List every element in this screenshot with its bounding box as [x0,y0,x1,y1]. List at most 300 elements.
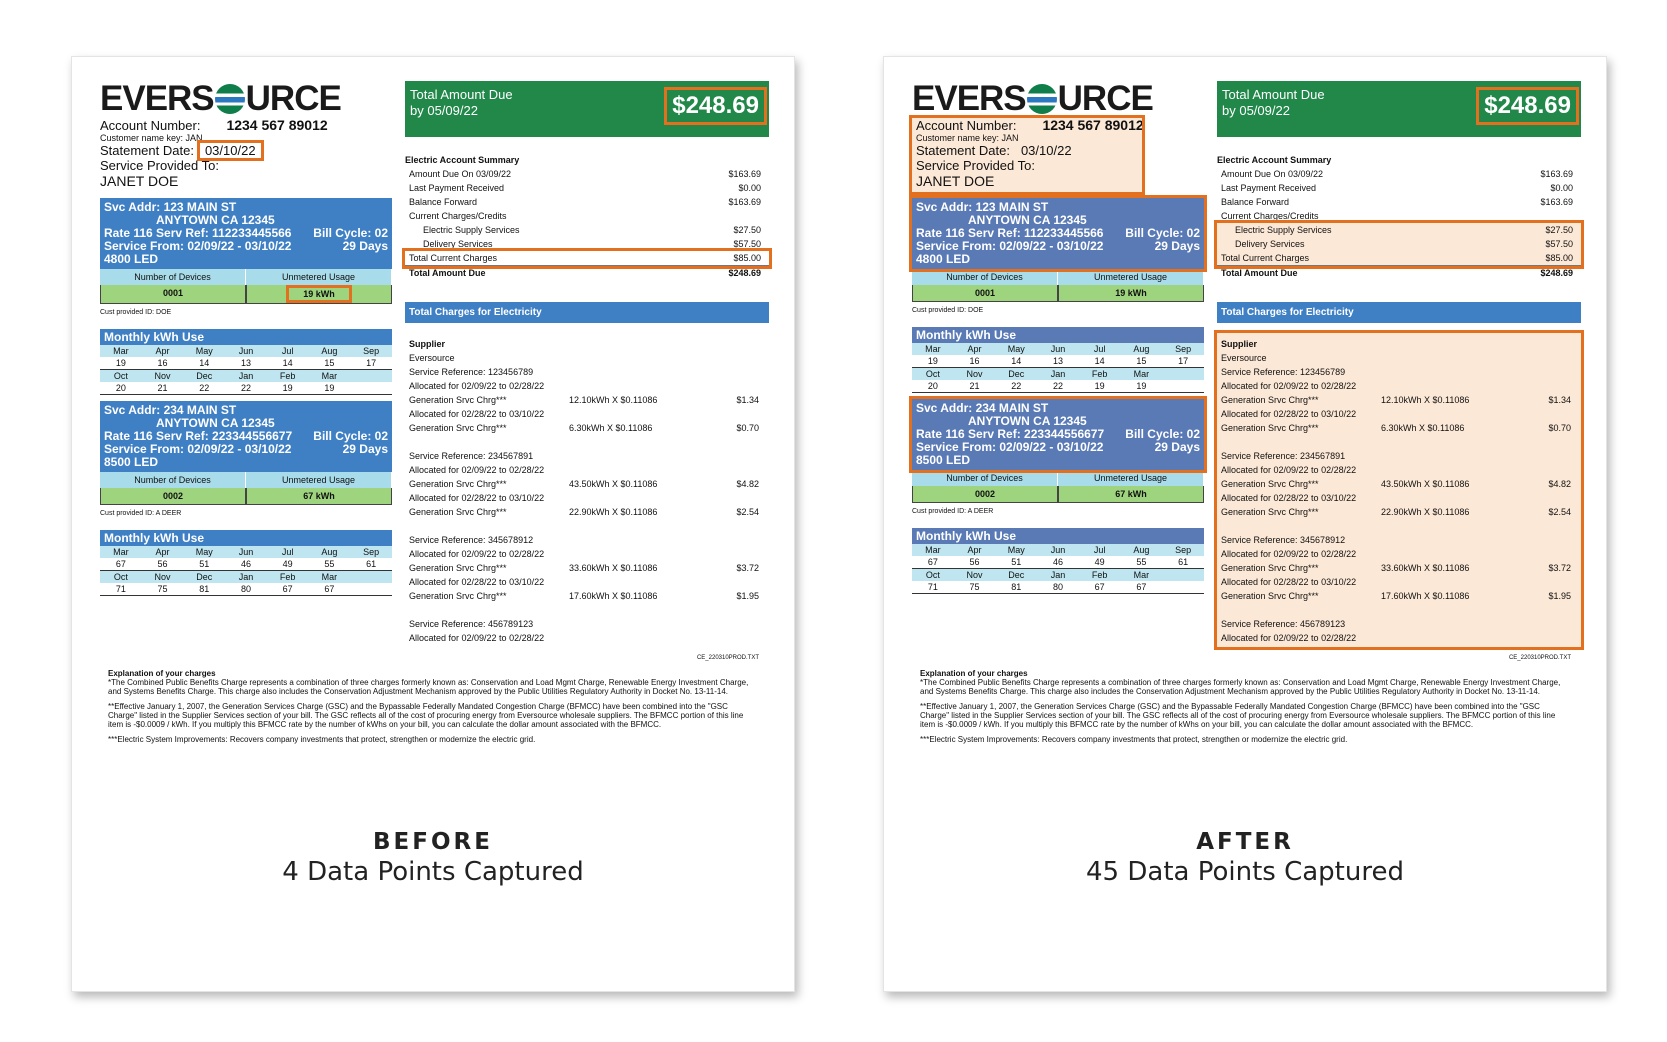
monthly-kwh [100,530,392,596]
spacer [1221,519,1577,533]
supplier-row [1221,491,1577,505]
kwh-cell: 22 [995,380,1037,393]
summary-row [405,251,769,266]
kwh-cell: 21 [954,380,996,393]
supplier-amount [689,337,765,351]
supplier-section [1217,333,1581,647]
kwh-row [100,382,392,395]
supplier-desc: Generation Srvc Chrg*** [1221,395,1319,405]
svc-address: Svc Addr: 123 MAIN ST [104,200,237,214]
kwh-cell: Jan [1037,368,1079,381]
service-provided-to: Service Provided To: [100,158,219,173]
supplier-calc [569,351,689,365]
summary-title: Electric Account Summary [405,155,520,165]
kwh-cell: Dec [183,370,225,383]
supplier-row [1221,547,1577,561]
supplier-desc: Generation Srvc Chrg*** [1221,423,1319,433]
supplier-amount [1501,337,1577,351]
kwh-cell: 75 [954,581,996,594]
kwh-cell: 19 [1121,380,1163,393]
supplier-calc [1381,365,1501,379]
supplier-desc: Service Reference: 123456789 [1221,367,1346,377]
supplier-row [409,421,765,435]
supplier-calc [1381,379,1501,393]
service-address-box [912,198,1204,269]
supplier-calc: 43.50kWh X $0.11086 [569,479,658,489]
supplier-calc [1381,533,1501,547]
kwh-row [912,368,1204,381]
supplier-calc [569,365,689,379]
svc-led-row [916,454,1200,467]
kwh-cell: 46 [1037,556,1079,569]
kwh-cell: Mar [309,370,351,383]
kwh-cell: 67 [267,583,309,596]
explanation-title: Explanation of your charges [108,669,216,678]
total-due-date: by 05/09/22 [1222,103,1290,118]
supplier-calc: 33.60kWh X $0.11086 [1381,563,1470,573]
cust-provided-id: Cust provided ID: DOE [100,309,172,316]
left-column [100,81,392,596]
supplier-row [1221,505,1577,519]
explanation-paragraph: **Effective January 1, 2007, the Generation Services Charge (GSC) and the Bypassable Federally Mandated Congestion Charge (BFMCC) have been combined into the "GSC Charge" listed in the Supplier Services section of your bill. The GSC reflects all of the cost of procuring energy from Eversource wholesale suppliers. The BFMCC portion of this line item is -$0.0009 / kWh. If you multiply this BFMCC rate by the number of kWhs on your bill, you can calculate the dollar amount associated with the BFMCC. [920,702,1556,729]
kwh-cell: Oct [100,571,142,584]
monthly-kwh-title: Monthly kWh Use [100,329,392,345]
logo-globe-icon [1027,84,1057,114]
summary-label: Delivery Services [423,239,493,249]
supplier-desc: Generation Srvc Chrg*** [1221,479,1319,489]
explanation-paragraph: **Effective January 1, 2007, the Generation Services Charge (GSC) and the Bypassable Federally Mandated Congestion Charge (BFMCC) have been combined into the "GSC Charge" listed in the Supplier Services section of your bill. The GSC reflects all of the cost of procuring energy from Eversource wholesale suppliers. The BFMCC portion of this line item is -$0.0009 / kWh. If you multiply this BFMCC rate by the number of kWhs on your bill, you can calculate the dollar amount associated with the BFMCC. [108,702,744,729]
svc-from: Service From: 02/09/22 - 03/10/22 [104,239,292,253]
summary-row [405,209,769,223]
explanation [920,669,1570,750]
supplier-row [1221,533,1577,547]
kwh-cell: Jul [267,345,309,357]
kwh-cell: 14 [995,355,1037,368]
service-address-box [100,198,392,269]
supplier-calc [1381,351,1501,365]
kwh-cell: Aug [1121,343,1163,355]
kwh-cell [1162,368,1204,381]
kwh-cell: Nov [954,368,996,381]
kwh-cell: 81 [995,581,1037,594]
supplier-row [409,575,765,589]
kwh-cell: 16 [954,355,996,368]
supplier-desc: Service Reference: 123456789 [409,367,534,377]
summary-row [1217,266,1581,280]
supplier-row [409,351,765,365]
kwh-cell: 20 [100,382,142,395]
kwh-cell: Apr [142,546,184,558]
charges-title-bar: Total Charges for Electricity [405,302,769,323]
right-column [405,81,769,661]
kwh-cell: Mar [1121,569,1163,582]
supplier-calc: 17.60kWh X $0.11086 [569,591,658,601]
kwh-cell: 61 [350,558,392,571]
supplier-amount [689,575,765,589]
kwh-cell: 67 [1121,581,1163,594]
summary-label: Total Current Charges [1221,253,1310,263]
explanation-paragraph: ***Electric System Improvements: Recovers company investments that protect, strengthen or modernize the electric grid. [108,735,536,744]
usage-header: Unmetered Usage [1058,470,1204,486]
supplier-desc: Allocated for 02/28/22 to 03/10/22 [409,577,545,587]
supplier-amount [689,407,765,421]
total-due-date: by 05/09/22 [410,103,478,118]
svc-city: ANYTOWN CA 12345 [156,416,275,430]
supplier-amount: $3.72 [1548,563,1571,573]
supplier-desc: Supplier [409,339,446,349]
supplier-row [1221,421,1577,435]
supplier-amount [1501,575,1577,589]
supplier-calc [1381,337,1501,351]
usage-value: 67 kWh [1115,489,1147,499]
kwh-cell: 19 [912,355,954,368]
summary-value: $248.69 [1540,268,1573,278]
kwh-cell: 15 [309,357,351,370]
supplier-amount: $3.72 [736,563,759,573]
total-due-box [405,81,769,137]
supplier-amount [1501,463,1577,477]
kwh-row [100,583,392,596]
svc-led-row [916,253,1200,266]
summary-label: Electric Supply Services [423,225,520,235]
usage-header: Unmetered Usage [1058,269,1204,285]
kwh-cell: Jul [1079,343,1121,355]
kwh-cell: 67 [1079,581,1121,594]
kwh-cell: 13 [225,357,267,370]
svc-rate: Rate 116 Serv Ref: 223344556677 [916,427,1105,441]
supplier-row [409,505,765,519]
kwh-cell: Sep [1162,343,1204,355]
statement-date-label: Statement Date: [916,143,1010,158]
kwh-cell: Sep [350,546,392,558]
supplier-row [1221,477,1577,491]
account-label: Account Number: [916,118,1017,133]
supplier-row [409,337,765,351]
summary-value: $163.69 [728,169,761,179]
summary-label: Amount Due On 03/09/22 [409,169,512,179]
supplier-row [409,463,765,477]
supplier-desc: Service Reference: 234567891 [409,451,534,461]
svc-city: ANYTOWN CA 12345 [968,213,1087,227]
summary-row [1217,181,1581,195]
summary-row [405,223,769,237]
supplier-desc: Service Reference: 345678912 [1221,535,1346,545]
supplier-calc: 22.90kWh X $0.11086 [569,507,658,517]
kwh-cell: 19 [309,382,351,395]
supplier-desc: Eversource [409,353,455,363]
supplier-row [409,631,765,645]
kwh-row [100,558,392,571]
supplier-calc [1381,575,1501,589]
usage-value: 67 kWh [303,491,335,501]
kwh-cell: Dec [183,571,225,584]
supplier-calc [569,379,689,393]
bill-page-after [883,56,1607,992]
summary-row [405,266,769,280]
supplier-section [405,333,769,647]
kwh-cell: Oct [912,569,954,582]
account-info [100,118,330,192]
svc-days: 29 Days [342,442,388,456]
kwh-cell: 56 [142,558,184,571]
cust-provided-id: Cust provided ID: DOE [912,307,984,314]
supplier-amount [1501,491,1577,505]
supplier-calc [569,547,689,561]
devices-header: Number of Devices [100,269,246,285]
kwh-cell [350,370,392,383]
supplier-desc: Supplier [1221,339,1258,349]
kwh-cell: 56 [954,556,996,569]
supplier-calc: 22.90kWh X $0.11086 [1381,507,1470,517]
kwh-cell: Dec [995,569,1037,582]
supplier-row [1221,589,1577,603]
usage-cell [246,285,392,304]
kwh-cell: Oct [912,368,954,381]
supplier-calc: 43.50kWh X $0.11086 [1381,479,1470,489]
kwh-row [912,556,1204,569]
summary-value: $0.00 [738,183,761,193]
supplier-desc: Allocated for 02/09/22 to 02/28/22 [1221,633,1357,643]
kwh-cell: Aug [309,546,351,558]
supplier-calc [569,491,689,505]
kwh-cell: 13 [1037,355,1079,368]
caption-after [884,829,1606,887]
kwh-row [912,544,1204,556]
supplier-row [409,407,765,421]
kwh-cell: Jan [225,370,267,383]
monthly-kwh [912,528,1204,594]
supplier-desc: Allocated for 02/28/22 to 03/10/22 [409,493,545,503]
kwh-cell: 14 [267,357,309,370]
explanation-title: Explanation of your charges [920,669,1028,678]
caption-title: BEFORE [373,829,493,855]
kwh-row [912,581,1204,594]
statement-date: 03/10/22 [1020,143,1072,158]
supplier-row [1221,449,1577,463]
kwh-row [912,569,1204,582]
kwh-cell: Nov [142,571,184,584]
summary-value: $0.00 [1550,183,1573,193]
monthly-kwh-title: Monthly kWh Use [912,327,1204,343]
summary-label: Electric Supply Services [1235,225,1332,235]
supplier-desc: Service Reference: 456789123 [1221,619,1346,629]
kwh-cell: 80 [1037,581,1079,594]
kwh-cell: Feb [1079,368,1121,381]
kwh-cell: Feb [267,370,309,383]
kwh-cell: 55 [1121,556,1163,569]
kwh-cell: 14 [183,357,225,370]
cust-provided-id: Cust provided ID: A DEER [912,508,994,515]
service-block-1 [100,198,392,395]
supplier-calc [1381,463,1501,477]
supplier-calc [1381,407,1501,421]
monthly-kwh-table [912,544,1204,594]
monthly-kwh-title: Monthly kWh Use [912,528,1204,544]
kwh-cell: Apr [142,345,184,357]
supplier-desc: Generation Srvc Chrg*** [409,395,507,405]
svc-days: 29 Days [342,239,388,253]
kwh-cell [350,583,392,596]
account-summary [405,155,769,280]
kwh-cell: Apr [954,343,996,355]
monthly-kwh-table [100,546,392,596]
spacer [409,603,765,617]
supplier-calc: 6.30kWh X $0.11086 [1381,423,1465,433]
supplier-desc: Allocated for 02/09/22 to 02/28/22 [409,633,545,643]
device-usage-grid [100,269,392,304]
kwh-row [912,380,1204,393]
kwh-cell: 49 [1079,556,1121,569]
supplier-row [1221,561,1577,575]
kwh-cell: 22 [225,382,267,395]
kwh-cell: 22 [1037,380,1079,393]
supplier-amount: $4.82 [1548,479,1571,489]
kwh-cell: 71 [100,583,142,596]
kwh-cell: Jun [225,345,267,357]
kwh-cell: 19 [100,357,142,370]
kwh-cell: May [995,343,1037,355]
supplier-amount [1501,449,1577,463]
svc-bill-cycle: Bill Cycle: 02 [1125,427,1200,441]
svc-address: Svc Addr: 234 MAIN ST [916,401,1049,415]
service-block-1 [912,198,1204,393]
supplier-amount: $1.34 [736,395,759,405]
supplier-desc: Generation Srvc Chrg*** [409,423,507,433]
supplier-desc: Allocated for 02/09/22 to 02/28/22 [409,465,545,475]
spacer [1221,435,1577,449]
summary-row [1217,209,1581,223]
summary-value: $57.50 [1545,239,1573,249]
cust-provided-id: Cust provided ID: A DEER [100,510,182,517]
kwh-cell [1162,380,1204,393]
kwh-row [100,370,392,383]
account-number: 1234 567 89012 [1042,117,1144,133]
kwh-cell: Jun [1037,343,1079,355]
customer-name: JANET DOE [916,173,995,189]
usage-cell [246,488,392,505]
supplier-calc [569,407,689,421]
supplier-desc: Allocated for 02/28/22 to 03/10/22 [409,409,545,419]
supplier-row [1221,351,1577,365]
kwh-cell: Nov [954,569,996,582]
supplier-amount [689,547,765,561]
device-usage-grid [912,470,1204,503]
kwh-cell [350,382,392,395]
summary-value: $27.50 [1545,225,1573,235]
supplier-desc: Service Reference: 234567891 [1221,451,1346,461]
kwh-cell: 67 [100,558,142,571]
supplier-amount [689,491,765,505]
supplier-row [1221,407,1577,421]
supplier-row [409,379,765,393]
supplier-amount [1501,365,1577,379]
supplier-calc [1381,491,1501,505]
explanation-paragraph: *The Combined Public Benefits Charge represents a combination of three charges formerly known as: Conservation and Load Mgmt Charge, Renewable Energy Investment Charge, and Systems Benefits Charge. This charge also includes the Conservation Adjustment Mechanism approved by the Public Utilities Regulatory Authority in Docket No. 13-11-14. [108,678,749,696]
supplier-amount [689,351,765,365]
supplier-amount [1501,379,1577,393]
supplier-amount [689,533,765,547]
supplier-desc: Allocated for 02/09/22 to 02/28/22 [1221,465,1357,475]
summary-row [1217,167,1581,181]
kwh-cell: Mar [1121,368,1163,381]
caption-subtitle: 45 Data Points Captured [1086,857,1404,887]
kwh-row [912,355,1204,368]
supplier-amount [1501,407,1577,421]
summary-label: Total Amount Due [1221,268,1298,278]
supplier-desc: Generation Srvc Chrg*** [409,591,507,601]
summary-label: Balance Forward [409,197,478,207]
kwh-row [100,546,392,558]
supplier-calc [1381,547,1501,561]
summary-label: Balance Forward [1221,197,1290,207]
supplier-row [409,365,765,379]
eversource-logo: EVERS URCE [100,79,341,118]
supplier-row [409,477,765,491]
supplier-desc: Service Reference: 456789123 [409,619,534,629]
summary-value: $27.50 [733,225,761,235]
supplier-amount: $1.34 [1548,395,1571,405]
kwh-cell: 19 [1079,380,1121,393]
supplier-calc: 12.10kWh X $0.11086 [1381,395,1470,405]
supplier-amount [1501,547,1577,561]
supplier-desc: Generation Srvc Chrg*** [409,507,507,517]
supplier-calc [569,533,689,547]
kwh-cell: Jul [267,546,309,558]
summary-title: Electric Account Summary [1217,155,1332,165]
usage-header: Unmetered Usage [246,269,392,285]
kwh-cell: 20 [912,380,954,393]
kwh-row [912,343,1204,355]
total-due-amount: $248.69 [1479,90,1576,122]
summary-value: $85.00 [1545,253,1573,263]
spacer [409,435,765,449]
summary-row [405,237,769,251]
svc-rate: Rate 116 Serv Ref: 112233445566 [916,226,1104,240]
total-due-label: Total Amount Due [1222,87,1325,102]
svc-city: ANYTOWN CA 12345 [968,414,1087,428]
summary-row [1217,237,1581,251]
supplier-amount [1501,351,1577,365]
kwh-cell: May [183,546,225,558]
svc-from: Service From: 02/09/22 - 03/10/22 [916,440,1104,454]
supplier-row [1221,379,1577,393]
usage-value: 19 kWh [1115,288,1147,298]
supplier-row [409,561,765,575]
summary-row [1217,223,1581,237]
supplier-row [1221,393,1577,407]
summary-row [1217,251,1581,266]
svc-led: 8500 LED [104,455,159,469]
supplier-desc: Generation Srvc Chrg*** [409,479,507,489]
supplier-calc [569,575,689,589]
service-address-box [100,401,392,472]
summary-row [405,195,769,209]
svc-city: ANYTOWN CA 12345 [156,213,275,227]
summary-value: $163.69 [728,197,761,207]
ce-code: CE_220310PROD.TXT [1508,655,1571,661]
svc-from: Service From: 02/09/22 - 03/10/22 [916,239,1104,253]
kwh-cell: Aug [1121,544,1163,556]
kwh-cell: 75 [142,583,184,596]
supplier-amount [1501,533,1577,547]
svc-rate: Rate 116 Serv Ref: 223344556677 [104,429,293,443]
kwh-cell: Mar [100,546,142,558]
service-provided-to: Service Provided To: [916,158,1035,173]
supplier-desc: Allocated for 02/09/22 to 02/28/22 [1221,549,1357,559]
svc-from: Service From: 02/09/22 - 03/10/22 [104,442,292,456]
devices-header: Number of Devices [100,472,246,488]
summary-label: Last Payment Received [409,183,505,193]
